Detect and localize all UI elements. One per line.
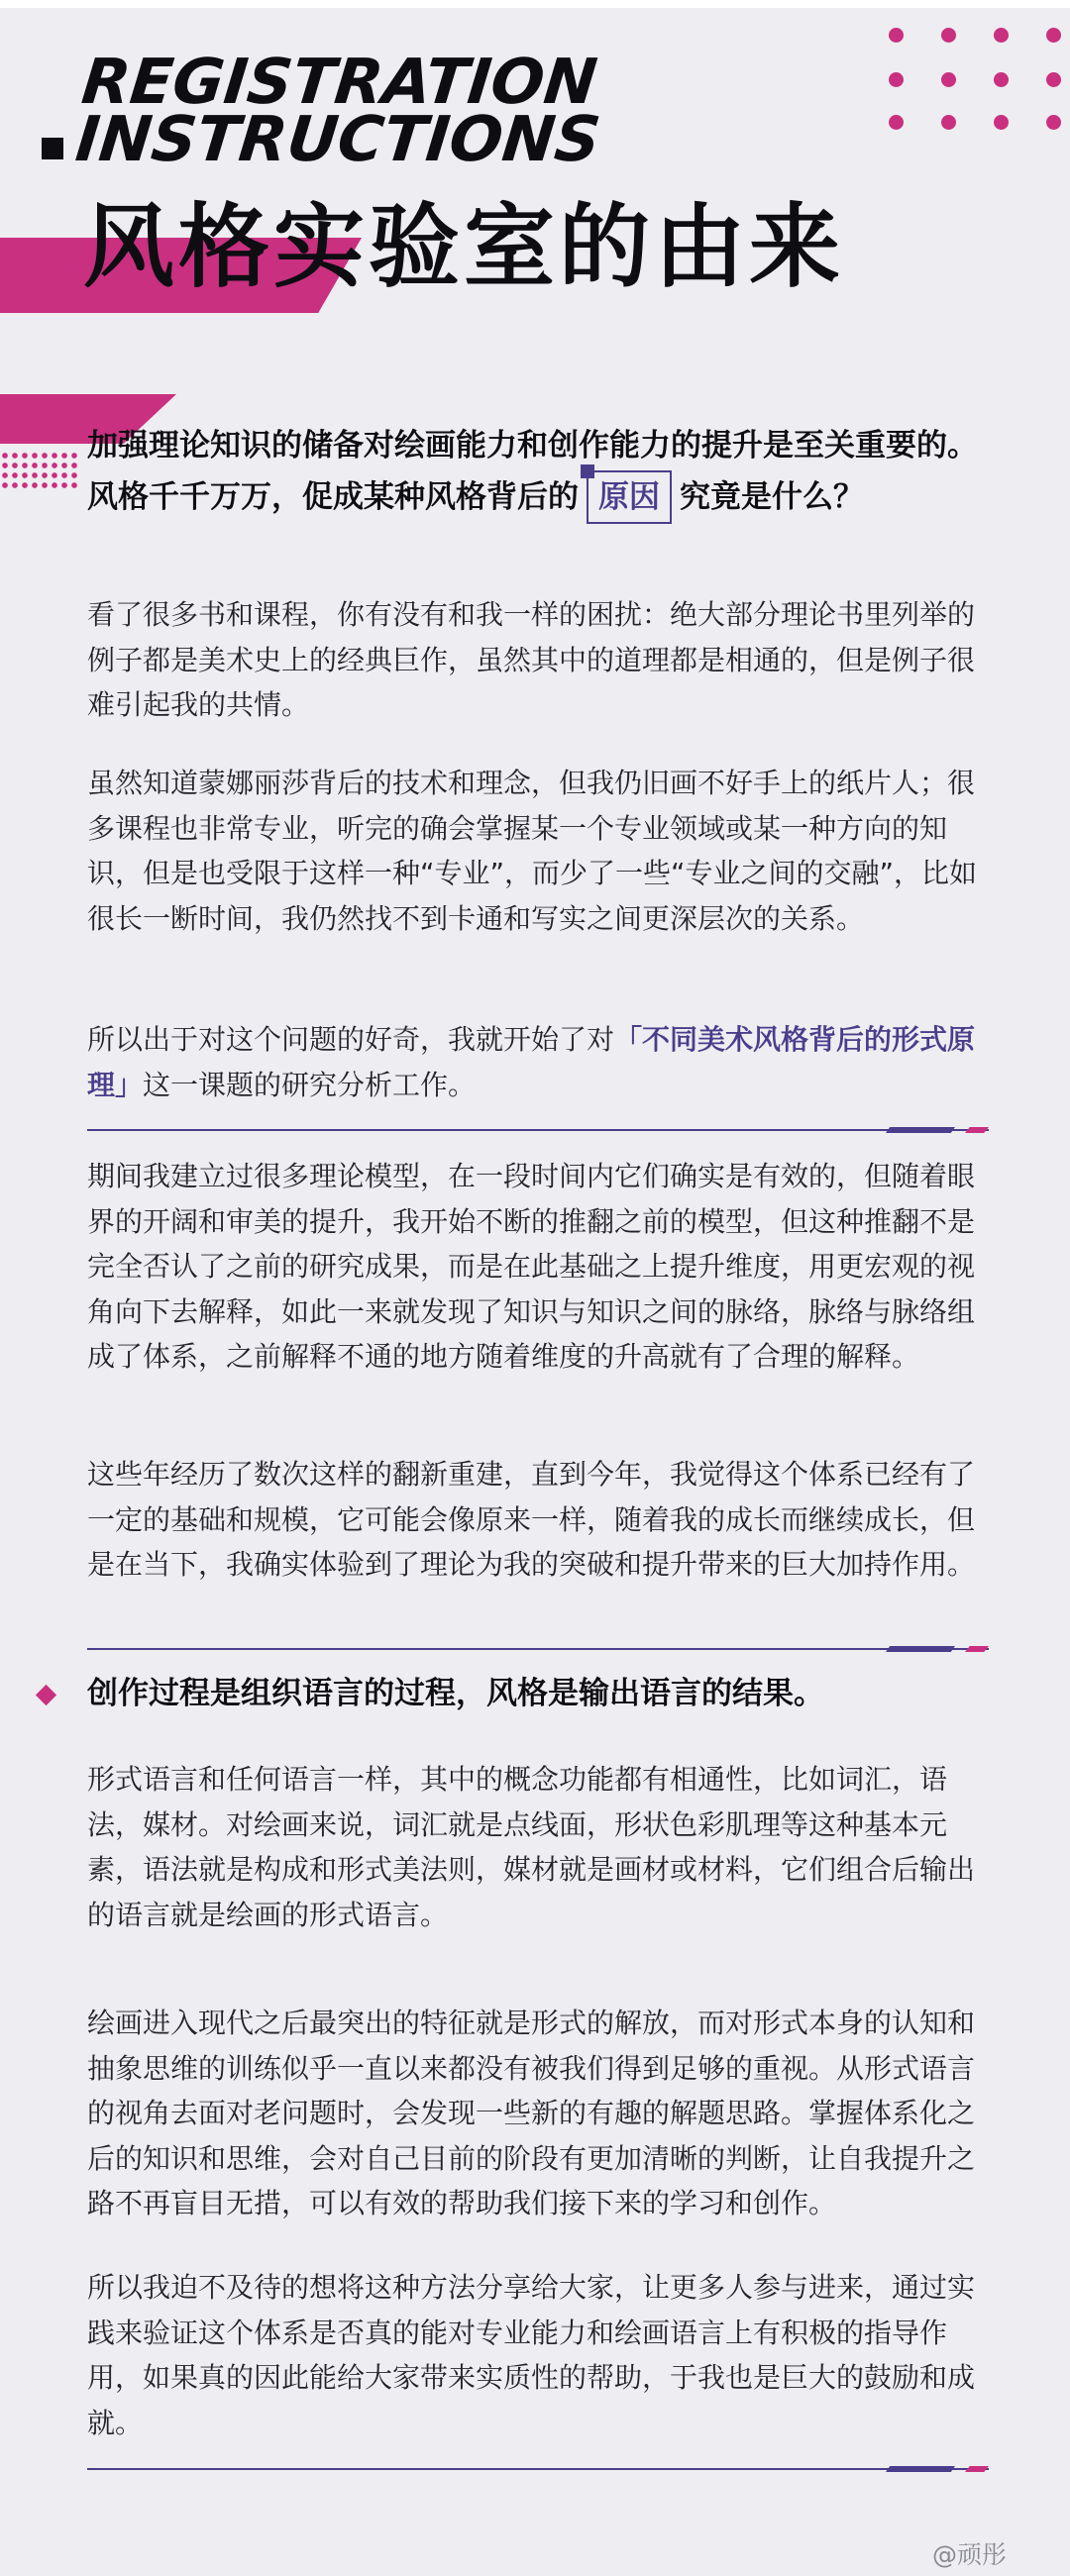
section-divider-2 xyxy=(87,1648,989,1650)
highlight-phrase: 「不同美术风格背后的形式原理」 xyxy=(87,1023,976,1101)
intro-line-1: 加强理论知识的储备对绘画能力和创作能力的提升是至关重要的。 xyxy=(87,428,978,464)
paragraph-6: 形式语言和任何语言一样，其中的概念功能都有相通性，比如词汇，语法，媒材。对绘画来说，词汇就是点线面，形状色彩肌理等这种基本元素，语法就是构成和形式美法则，媒材就是画材或材料，它们组合后输出的语言就是绘画的形式语言。 xyxy=(87,1763,976,1931)
paragraph-7: 绘画进入现代之后最突出的特征就是形式的解放，而对形式本身的认知和抽象思维的训练似乎一直以来都没有被我们得到足够的重视。从形式语言的视角去面对老问题时，会发现一些新的有趣的解题思路。掌握体系化之后的知识和思维，会对自己目前的阶段有更加清晰的判断，让自我提升之路不再盲目无措，可以有效的帮助我们接下来的学习和创作。 xyxy=(87,2007,976,2219)
section-divider-1 xyxy=(87,1129,989,1131)
paragraph-5: 这些年经历了数次这样的翻新重建，直到今年，我觉得这个体系已经有了一定的基础和规模，它可能会像原来一样，随着我的成长而继续成长，但是在当下，我确实体验到了理论为我的突破和提升带来的巨大加持作用。 xyxy=(87,1458,976,1581)
paragraph-1: 看了很多书和课程，你有没有和我一样的困扰：绝大部分理论书里列举的例子都是美术史上的经典巨作，虽然其中的道理都是相通的，但是例子很难引起我的共情。 xyxy=(87,598,976,721)
english-title-line-2: INSTRUCTIONS xyxy=(72,103,604,175)
halftone-dots-decoration xyxy=(0,451,79,490)
english-title-line-1: REGISTRATION xyxy=(78,46,600,118)
keyword-box: 原因 xyxy=(587,470,672,524)
paragraph-2: 虽然知道蒙娜丽莎背后的技术和理念，但我仍旧画不好手上的纸片人；很多课程也非常专业，听完的确会掌握某一个专业领域或某一种方向的知识，但是也受限于这样一种“专业”，而少了一些“专业之间的交融”，比如很长一断时间，我仍然找不到卡通和写实之间更深层次的关系。 xyxy=(87,767,978,935)
watermark-text: @顽彤 xyxy=(932,2540,1008,2569)
paragraph-3: 所以出于对这个问题的好奇，我就开始了对「不同美术风格背后的形式原理」这一课题的研究分析工作。 xyxy=(87,1023,976,1101)
intro-block xyxy=(87,424,1028,524)
section-heading: 创作过程是组织语言的过程，风格是输出语言的结果。 xyxy=(87,1676,824,1711)
english-title xyxy=(72,46,609,175)
dot-grid-decoration xyxy=(889,28,1062,132)
paragraph-4: 期间我建立过很多理论模型，在一段时间内它们确实是有效的，但随着眼界的开阔和审美的提升，我开始不断的推翻之前的模型，但这种推翻不是完全否认了之前的研究成果，而是在此基础之上提升维度，用更宏观的视角向下去解释，如此一来就发现了知识与知识之间的脉络，脉络与脉络组成了体系，之前解释不通的地方随着维度的升高就有了合理的解释。 xyxy=(87,1160,976,1373)
top-white-strip xyxy=(0,0,1070,8)
paragraph-8: 所以我迫不及待的想将这种方法分享给大家，让更多人参与进来，通过实践来验证这个体系是否真的能对专业能力和绘画语言上有积极的指导作用，如果真的因此能给大家带来实质性的帮助，于我也是巨大的鼓励和成就。 xyxy=(87,2271,976,2439)
diamond-bullet-icon xyxy=(36,1685,56,1705)
intro-line-2: 风格千千万万，促成某种风格背后的 原因 究竟是什么？ xyxy=(87,470,1028,524)
chinese-title: 风格实验室的由来 xyxy=(83,194,845,300)
section-divider-3 xyxy=(87,2468,989,2470)
title-square-bullet xyxy=(42,138,63,159)
